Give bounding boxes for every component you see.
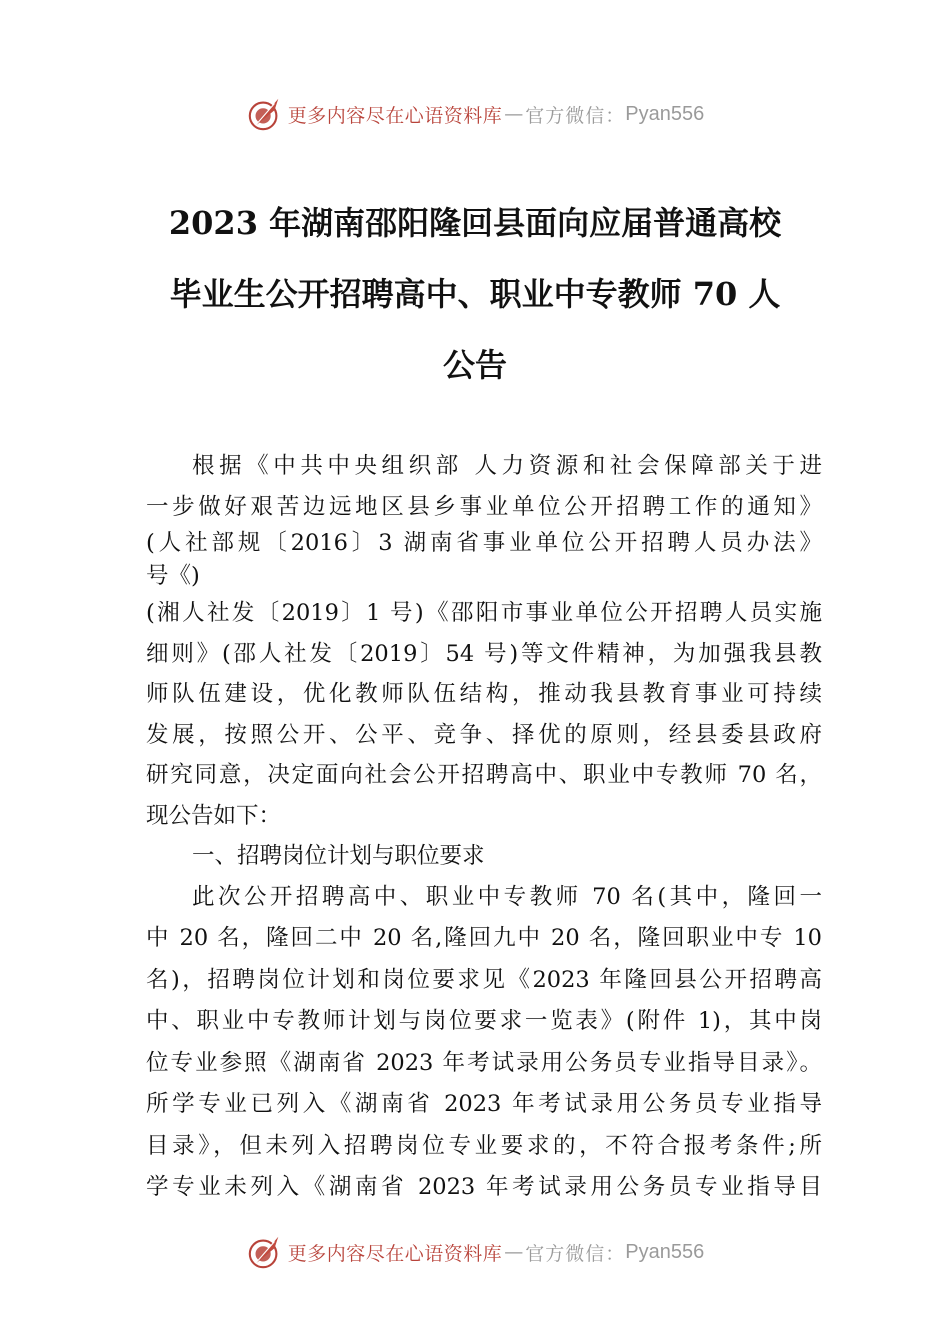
footer-banner	[0, 1232, 950, 1272]
banner-dash: —	[504, 103, 524, 125]
body-line: 所学专业已列入《湖南省 2023 年考试录用公务员专业指导	[146, 1091, 822, 1117]
section-heading: 一、招聘岗位计划与职位要求	[192, 843, 485, 869]
body-line: 中 20 名，隆回二中 20 名,隆回九中 20 名，隆回职业中专 10	[146, 925, 822, 951]
document-title	[130, 188, 820, 401]
body-line: (人社部规〔2016〕3 湖南省事业单位公开招聘人员办法》	[146, 530, 822, 556]
banner-site-text: 更多内容尽在心语资料库	[287, 104, 503, 127]
title-line-2: 毕业生公开招聘高中、职业中专教师 70 人	[169, 275, 781, 313]
body-line: 细则》(邵人社发〔2019〕54 号)等文件精神，为加强我县教	[146, 640, 822, 667]
banner-wechat-id: Pyan556	[625, 102, 705, 125]
quill-logo-icon	[246, 1233, 284, 1271]
quill-logo-icon	[246, 95, 284, 133]
banner-wechat-label: 官方微信：	[525, 104, 626, 127]
banner-wechat-label: 官方微信：	[525, 1242, 626, 1265]
banner-dash: —	[504, 1241, 524, 1263]
body-line: 根据《中共中央组织部 人力资源和社会保障部关于进	[192, 453, 822, 479]
body-line: 发展，按照公开、公平、竞争、择优的原则，经县委县政府	[146, 721, 822, 748]
header-banner	[0, 94, 950, 134]
body-line: 研究同意，决定面向社会公开招聘高中、职业中专教师 70 名，	[146, 762, 822, 788]
banner-wechat-id: Pyan556	[625, 1240, 705, 1263]
body-line: 师队伍建设，优化教师队伍结构，推动我县教育事业可持续	[146, 681, 822, 707]
body-line: 名)，招聘岗位计划和岗位要求见《2023 年隆回县公开招聘高	[146, 966, 822, 993]
body-line: (湘人社发〔2019〕1 号)《邵阳市事业单位公开招聘人员实施	[146, 600, 822, 626]
body-line: 学专业未列入《湖南省 2023 年考试录用公务员专业指导目	[146, 1174, 822, 1200]
body-line: 目录》，但未列入招聘岗位专业要求的，不符合报考条件;所	[146, 1132, 822, 1159]
title-line-3: 公告	[442, 346, 507, 384]
body-line: 中、职业中专教师计划与岗位要求一览表》(附件 1)，其中岗	[146, 1008, 822, 1034]
banner-site-text: 更多内容尽在心语资料库	[287, 1242, 503, 1265]
document-body	[146, 446, 822, 1209]
body-line: 位专业参照《湖南省 2023 年考试录用公务员专业指导目录》。	[146, 1049, 822, 1076]
body-line: 一步做好艰苦边远地区县乡事业单位公开招聘工作的通知》	[146, 493, 822, 520]
body-line: 号《)	[146, 563, 200, 589]
title-line-1: 2023 年湖南邵阳隆回县面向应届普通高校	[168, 204, 782, 242]
body-line: 此次公开招聘高中、职业中专教师 70 名(其中，隆回一	[192, 883, 822, 910]
body-line: 现公告如下：	[146, 802, 282, 829]
